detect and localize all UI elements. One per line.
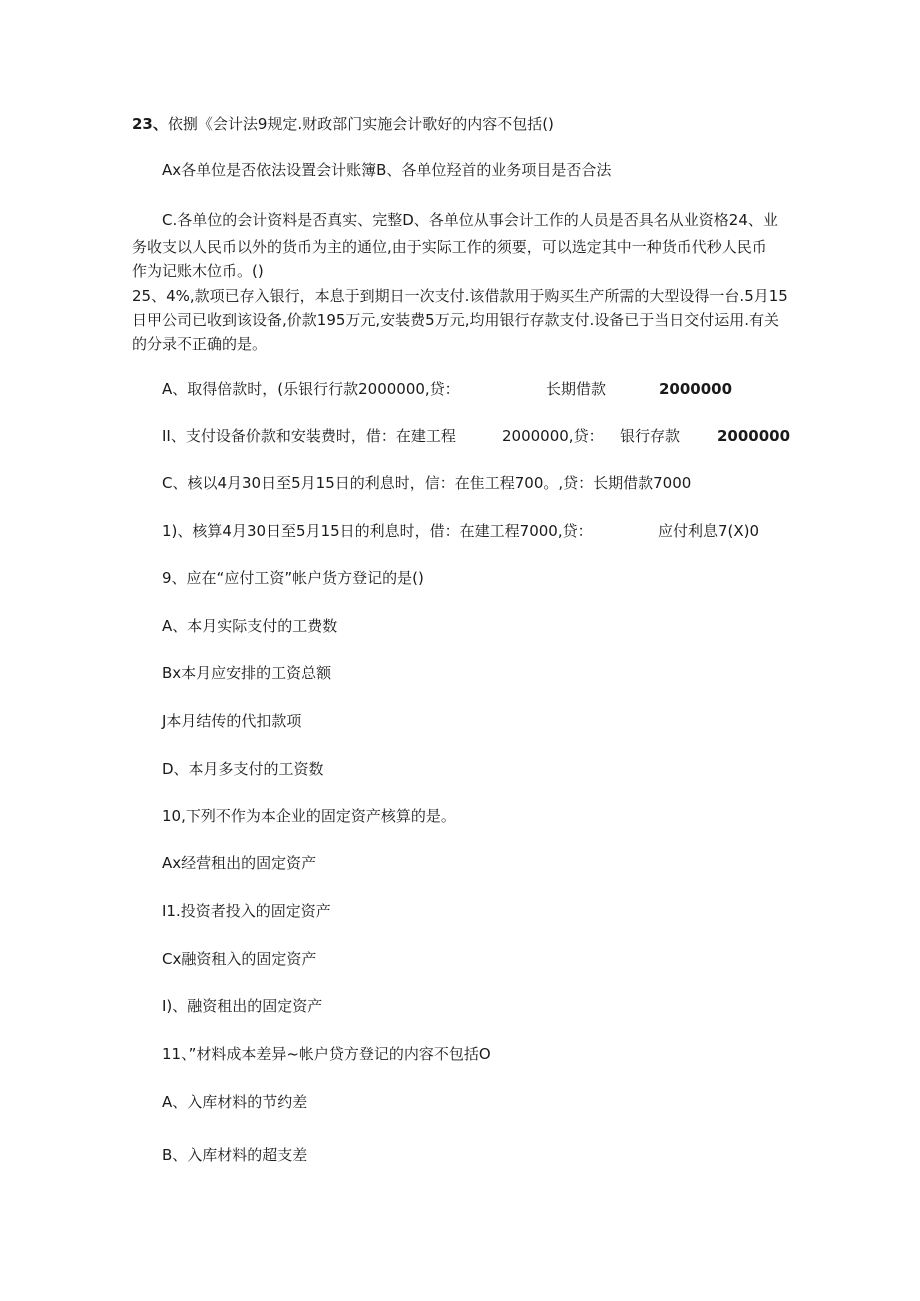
question-24-paragraph [162,207,796,234]
question-24-line-3: 作为记账木位币。() [132,262,264,280]
question-9-option-c: J本月结传的代扣款项 [162,712,302,730]
option-b-account: 银行存款 [620,427,681,445]
question-9-title: 9、应在“应付工资”帐户货方登记的是() [162,569,424,587]
question-24-line-1: C.各单位的会计资料是否真实、完整D、各单位从事会计工作的人员是否具名从业资格24、业 [162,211,778,229]
question-23-text: 依捌《会计法9规定.财政部门实施会计歌好的内容不包括() [167,115,554,133]
question-23-options-a-b: Ax各单位是否依法设置会计账簿B、各单位羟首的业务项目是否合法 [162,161,612,179]
question-11-title: 11、”材料成本差异~帐户贷方登记的内容不包括O [162,1045,491,1063]
question-9-option-b: Bx本月应安排的工资总额 [162,664,332,682]
question-9-option-d: D、本月多支付的工资数 [162,760,324,778]
question-10-option-a: Ax经营租出的固定资产 [162,854,317,872]
option-b-amount-2: 2000000 [717,427,791,445]
question-10-option-b: I1.投资者投入的固定资产 [162,902,331,920]
question-10-option-d: I)、融资租出的固定资产 [162,997,323,1015]
option-b-text: II、支付设备价款和安装费时，借：在建工程 [162,427,456,445]
question-25-line-3: 的分录不正确的是。 [132,335,268,353]
question-23-number: 23、 [132,115,168,133]
question-10-option-c: Cx融资租入的固定资产 [162,950,317,968]
question-11-option-b: B、入库材料的超支差 [162,1146,308,1164]
option-a-amount: 2000000 [659,380,733,398]
question-23 [132,114,554,134]
question-25-line-2: 日甲公司已收到该设备,价款195万元,安装费5万元,均用银行存款支付.设备已于当日交付运用.有关 [132,311,780,329]
question-25-option-c: C、核以4月30日至5月15日的利息时，信：在隹工程700。,贷：长期借款7000 [162,474,692,492]
question-25-option-b [162,426,802,446]
option-a-account: 长期借款 [546,380,607,398]
question-10-title: 10,下列不作为本企业的固定资产核算的是。 [162,807,456,825]
option-a-text: A、取得倍款时，(乐银行行款2000000,贷： [162,380,460,398]
question-25-option-a [162,379,802,399]
question-25-option-d [162,521,802,541]
option-b-amount-1: 2000000,贷： [502,427,604,445]
question-11-option-a: A、入库材料的节约差 [162,1093,308,1111]
question-25-line-1: 25、4%,款项已存入银行，本息于到期日一次支付.该借款用于购买生产所需的大型设得一台.5月15 [132,287,788,305]
option-d-account: 应付利息7(X)0 [658,522,760,540]
question-9-option-a: A、本月实际支付的工费数 [162,617,338,635]
question-24-line-2: 务收支以人民币以外的货币为主的通位,由于实际工作的须要，可以选定其中一种货币代秒人民币 [132,238,767,256]
option-d-text: 1)、核算4月30日至5月15日的利息时，借：在建工程7000,贷： [162,522,593,540]
